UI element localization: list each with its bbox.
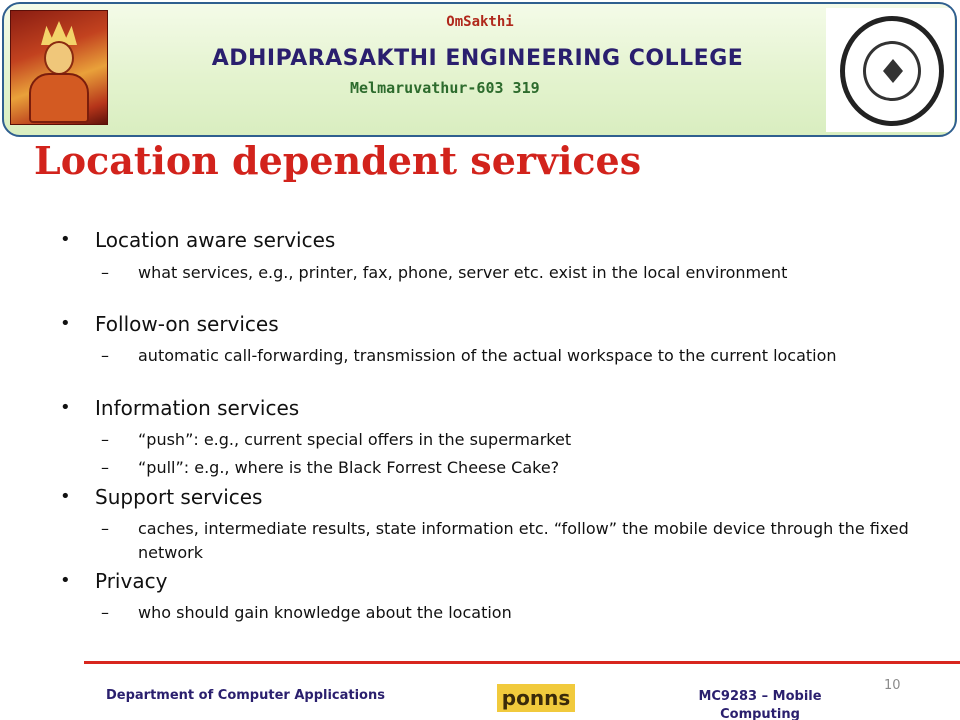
omsakthi-heading: OmSakthi (446, 14, 514, 30)
sub-bullet-text: “pull”: e.g., where is the Black Forrest Cheese Cake? (138, 458, 560, 477)
dash-icon: – (101, 430, 109, 449)
sub-bullet-text: automatic call-forwarding, transmission of the actual workspace to the current location (138, 346, 837, 365)
sub-bullet-text: caches, intermediate results, state information etc. “follow” the mobile device through the fixed network (138, 519, 909, 562)
bullet-text: Information services (95, 396, 300, 420)
course-label: MC9283 – Mobile Computing (698, 689, 822, 720)
sub-bullet-item (101, 428, 928, 452)
college-name: ADHIPARASAKTHI ENGINEERING COLLEGE (211, 46, 744, 71)
dash-icon: – (101, 519, 109, 538)
sub-bullet-text: who should gain knowledge about the location (138, 603, 512, 622)
sub-bullet-item (101, 456, 928, 480)
department-label: Department of Computer Applications (106, 688, 385, 703)
slide-title: Location dependent services (34, 138, 642, 183)
sub-bullet-item (101, 601, 928, 625)
dash-icon: – (101, 346, 109, 365)
sub-bullet-text: “push”: e.g., current special offers in the supermarket (138, 430, 572, 449)
bullet-dot-icon: • (60, 486, 71, 507)
bullet-item (60, 312, 279, 336)
bullet-dot-icon: • (60, 313, 71, 334)
bullet-text: Location aware services (95, 228, 336, 252)
sub-bullet-item (101, 344, 928, 368)
bullet-text: Follow-on services (95, 312, 279, 336)
bullet-text: Support services (95, 485, 263, 509)
sub-bullet-text: what services, e.g., printer, fax, phone, server etc. exist in the local environment (138, 263, 788, 282)
dash-icon: – (101, 263, 109, 282)
bullet-dot-icon: • (60, 397, 71, 418)
college-location: Melmaruvathur-603 319 (350, 79, 540, 97)
bullet-item (60, 396, 300, 420)
bullet-item (60, 228, 336, 252)
dash-icon: – (101, 603, 109, 622)
dash-icon: – (101, 458, 109, 477)
bullet-dot-icon: • (60, 229, 71, 250)
bullet-text: Privacy (95, 569, 168, 593)
bullet-dot-icon: • (60, 570, 71, 591)
sub-bullet-item (101, 517, 928, 565)
brand-logo: ponns (497, 684, 575, 712)
bullet-item (60, 485, 263, 509)
bullet-item (60, 569, 168, 593)
page-number: 10 (884, 678, 901, 693)
sub-bullet-item (101, 261, 928, 285)
footer-divider (84, 661, 960, 664)
